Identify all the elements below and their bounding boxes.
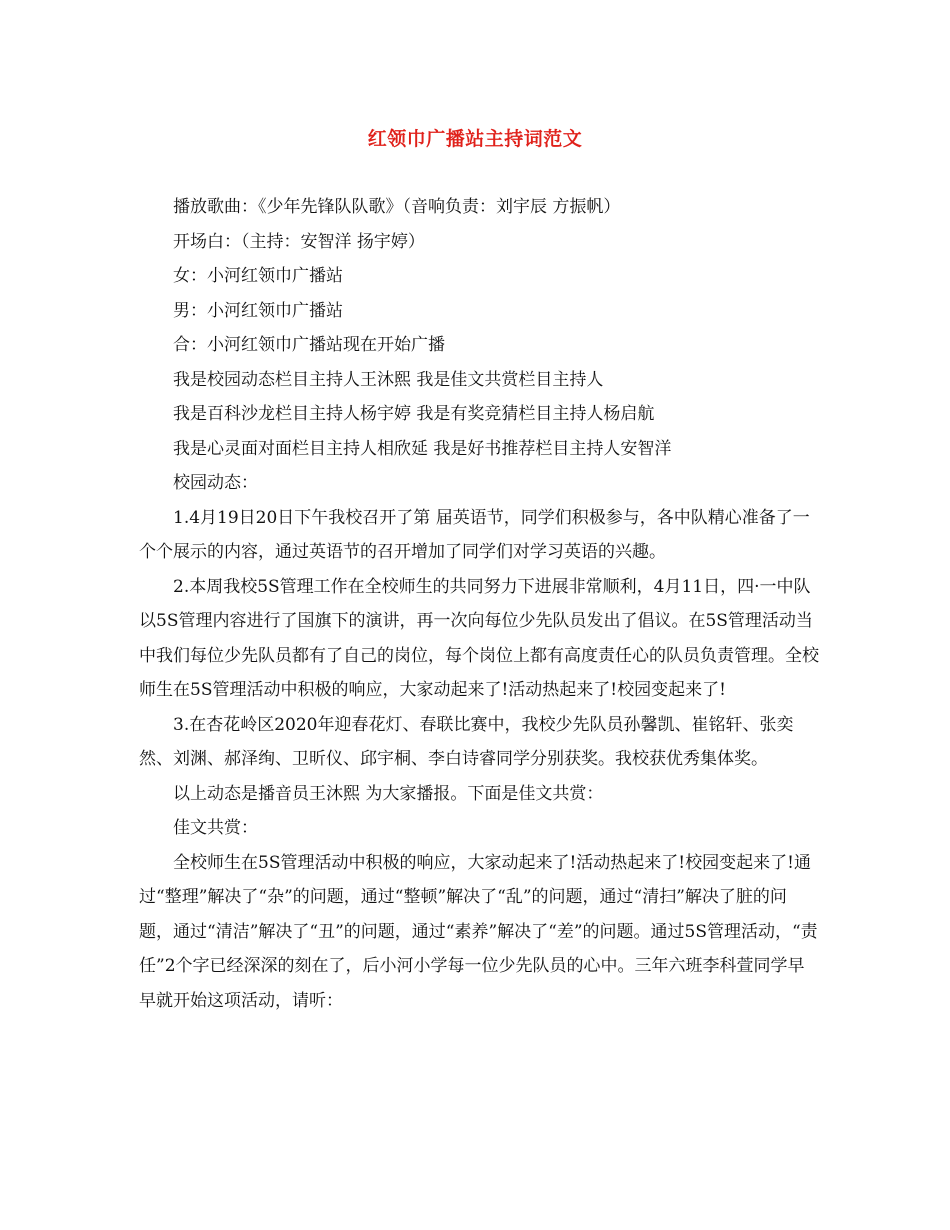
paragraph-song: 播放歌曲：《少年先锋队队歌》（音响负责：刘宇辰 方振帆） [173,197,621,217]
paragraph-host-intro-2: 我是百科沙龙栏目主持人杨宇婷 我是有奖竞猜栏目主持人杨启航 [173,404,655,424]
paragraph-campus-news-heading: 校园动态： [173,473,258,493]
paragraph-host-intro-1: 我是校园动态栏目主持人王沐熙 我是佳文共赏栏目主持人 [173,369,604,390]
paragraph-opening: 开场白：（主持：安智洋 扬宇婷） [173,231,425,252]
paragraph-female-line: 女：小河红领巾广播站 [173,266,343,286]
document-body [139,190,819,1018]
paragraph-article-body: 全校师生在5S管理活动中积极的响应，大家动起来了!活动热起来了!校园变起来了!通过“整理”解决了“杂”的问题，通过“整顿”解决了“乱”的问题，通过“清扫”解决了脏的问题，通过“清洁”解决了“丑”的问题，通过“素养”解决了“差”的问题。通过5S管理活动，“责任”2个字已经深深的刻在了，后小河小学每一位少先队员的心中。三年六班李科萱同学早早就开始这项活动，请听： [139,852,818,1011]
paragraph-news-3: 3.在杏花岭区2020年迎春花灯、春联比赛中，我校少先队员孙馨凯、崔铭轩、张奕然、刘渊、郝泽绚、卫昕仪、邱宇桐、李白诗睿同学分别获奖。我校获优秀集体奖。 [139,714,794,769]
paragraph-news-1: 1.4月19日20日下午我校召开了第 届英语节，同学们积极参与，各中队精心准备了一个个展示的内容，通过英语节的召开增加了同学们对学习英语的兴趣。 [139,507,810,562]
document-title: 红领巾广播站主持词范文 [367,128,583,150]
paragraph-male-line: 男：小河红领巾广播站 [173,300,343,321]
paragraph-together-line: 合：小河红领巾广播站现在开始广播 [173,335,445,355]
paragraph-news-closing: 以上动态是播音员王沐熙 为大家播报。下面是佳文共赏： [173,783,604,804]
paragraph-article-heading: 佳文共赏： [173,818,258,838]
paragraph-host-intro-3: 我是心灵面对面栏目主持人相欣延 我是好书推荐栏目主持人安智洋 [173,438,672,459]
paragraph-news-2: 2.本周我校5S管理工作在全校师生的共同努力下进展非常顺利，4月11日，四·一中队以5S管理内容进行了国旗下的演讲，再一次向每位少先队员发出了倡议。在5S管理活动当中我们每位少先队员都有了自己的岗位，每个岗位上都有高度责任心的队员负责管理。全校师生在5S管理活动中积极的响应，大家动起来了!活动热起来了!校园变起来了! [139,576,819,700]
